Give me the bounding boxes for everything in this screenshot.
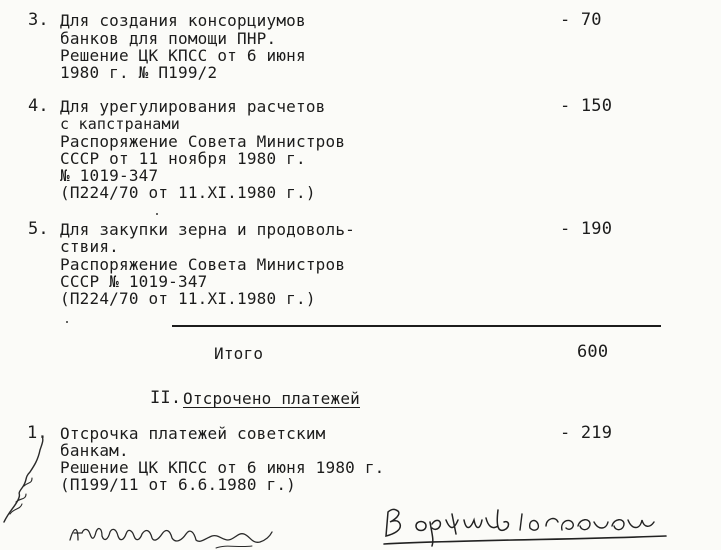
item-4-line-1: Для урегулирования расчетов [60, 97, 326, 116]
deferral-line-1: Отсрочка платежей советским [60, 424, 326, 443]
section-title: Отсрочено платежей [183, 389, 360, 408]
item-5-line-2: ствия. [60, 237, 119, 256]
deferral-line-4: (П199/11 от 6.6.1980 г.) [60, 475, 296, 494]
margin-handwriting [0, 430, 60, 530]
item-4-amount: - 150 [560, 96, 613, 116]
deferral-amount: - 219 [560, 423, 613, 443]
ink-speck [66, 321, 68, 323]
item-4-line-6: (П224/70 от 11.XI.1980 г.) [60, 183, 316, 202]
deferral-number: 1. [27, 423, 48, 443]
item-5-line-4: СССР № 1019-347 [60, 272, 208, 291]
signature-left [66, 518, 276, 550]
item-5-line-3: Распоряжение Совета Министров [60, 255, 346, 274]
deferral-line-3: Решение ЦК КПСС от 6 июня 1980 г. [60, 458, 385, 477]
total-value: 600 [577, 342, 609, 362]
item-4-line-5: № 1019-347 [60, 166, 159, 185]
total-label: Итого [214, 344, 264, 363]
item-3-line-3: Решение ЦК КПСС от 6 июня [60, 46, 306, 65]
item-3-amount: - 70 [560, 10, 602, 30]
item-4-line-3: Распоряжение Совета Министров [60, 132, 346, 151]
item-5-number: 5. [28, 219, 49, 239]
archive-annotation [380, 500, 670, 550]
deferral-line-2: банкам. [60, 441, 129, 460]
item-5-amount: - 190 [560, 219, 613, 239]
item-5-line-5: (П224/70 от 11.XI.1980 г.) [60, 289, 316, 308]
item-4-line-4: СССР от 11 ноября 1980 г. [60, 149, 306, 168]
item-4-line-2: с капстранами [60, 115, 180, 133]
item-4-number: 4. [28, 96, 49, 116]
item-3-line-4: 1980 г. № П199/2 [60, 63, 218, 82]
ink-speck [156, 213, 158, 215]
total-rule [172, 325, 661, 327]
section-numeral: II. [150, 388, 182, 408]
item-3-line-2: банков для помощи ПНР. [60, 29, 277, 48]
item-3-line-1: Для создания консорциумов [60, 11, 306, 30]
item-5-line-1: Для закупки зерна и продоволь- [60, 220, 355, 239]
item-3-number: 3. [28, 10, 49, 30]
